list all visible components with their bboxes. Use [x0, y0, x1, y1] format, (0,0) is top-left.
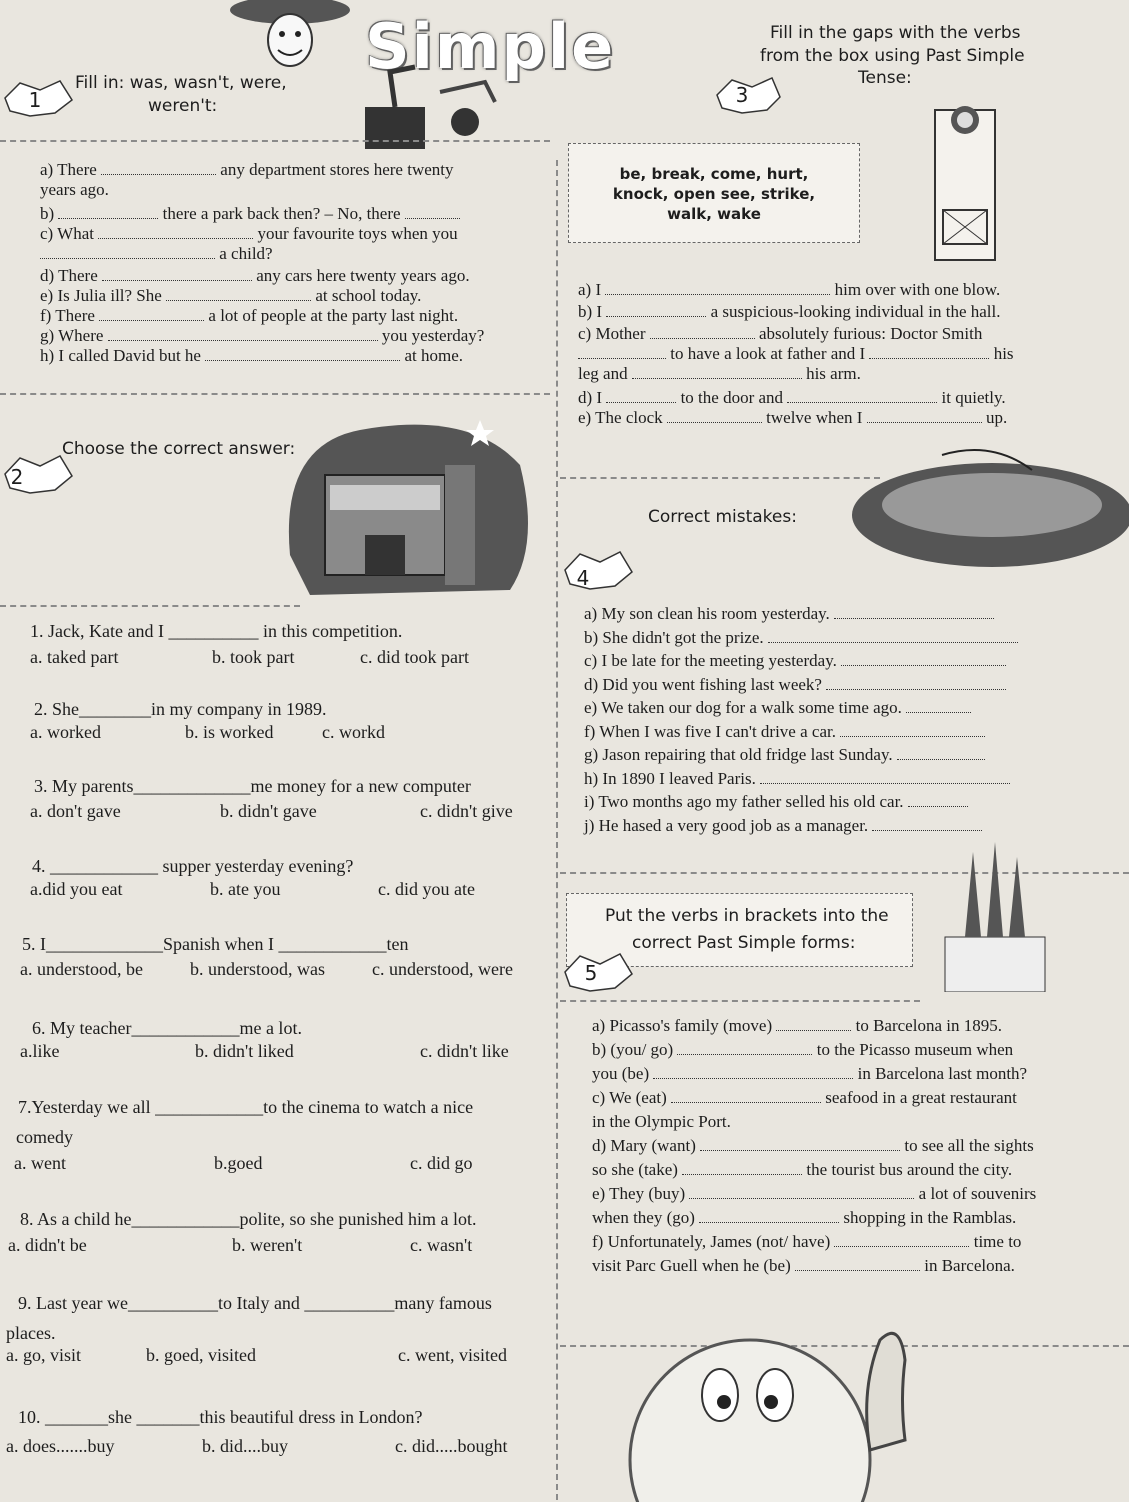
- ex4-item-j: j) He hased a very good job as a manager.: [584, 816, 1084, 840]
- ex1-f-blank[interactable]: [99, 308, 204, 321]
- ex5-b-blank[interactable]: [677, 1042, 812, 1055]
- ex3-item-e: e) The clock twelve when I up.: [578, 408, 1008, 427]
- ex5-item-f: f) Unfortunately, James (not/ have) time to: [592, 1232, 1022, 1251]
- ex1-item-c-cont: a child?: [40, 244, 560, 264]
- exercise-4-instruction: Correct mistakes:: [648, 507, 797, 527]
- ex1-b-blank-2[interactable]: [405, 206, 460, 219]
- cathedral-illustration: [935, 842, 1055, 992]
- q7-option-a[interactable]: a. went: [14, 1153, 66, 1173]
- q3-question: 3. My parents_____________me money for a new computer: [34, 776, 471, 796]
- exercise-5-list: [592, 1016, 1122, 1280]
- ex4-item-f: f) When I was five I can't drive a car.: [584, 722, 1084, 746]
- ex1-c-blank-2[interactable]: [40, 246, 215, 259]
- ex5-e-blank[interactable]: [689, 1186, 914, 1199]
- q4-option-b[interactable]: b. ate you: [210, 879, 281, 899]
- verb-box-line-2: knock, open see, strike,: [612, 185, 816, 203]
- q5-option-c[interactable]: c. understood, were: [372, 959, 513, 979]
- q9-option-a[interactable]: a. go, visit: [6, 1345, 81, 1365]
- ex1-item-a-cont: years ago.: [40, 180, 109, 199]
- ex3-b-blank[interactable]: [606, 304, 706, 317]
- ex4-item-c: c) I be late for the meeting yesterday.: [584, 651, 1084, 675]
- q10-option-c[interactable]: c. did.....bought: [395, 1436, 508, 1456]
- ex5-d-blank[interactable]: [700, 1138, 900, 1151]
- q3-option-c[interactable]: c. didn't give: [420, 801, 513, 821]
- ex4-j-blank[interactable]: [872, 818, 982, 831]
- ex1-item-c: c) What your favourite toys when you: [40, 224, 458, 243]
- clock-illustration: [925, 90, 1005, 265]
- q6-option-c[interactable]: c. didn't like: [420, 1041, 509, 1061]
- q4-option-a[interactable]: a.did you eat: [30, 879, 123, 899]
- ex3-item-d: d) I to the door and it quietly.: [578, 388, 1006, 407]
- ex4-item-h: h) In 1890 I leaved Paris.: [584, 769, 1084, 793]
- ex1-d-blank[interactable]: [102, 268, 252, 281]
- verb-box: [568, 143, 860, 243]
- ex1-item-d: d) There any cars here twenty years ago.: [40, 266, 470, 285]
- ex5-item-f-cont: visit Parc Guell when he (be) in Barcelona.: [592, 1256, 1015, 1275]
- ex3-item-c-cont2: leg and his arm.: [578, 364, 861, 383]
- ex1-item-b: b) there a park back then? – No, there: [40, 204, 560, 224]
- ex4-item-a: a) My son clean his room yesterday.: [584, 604, 1084, 628]
- q7-option-c[interactable]: c. did go: [410, 1153, 473, 1173]
- exercise-2-instruction: Choose the correct answer:: [62, 439, 296, 459]
- q10-option-b[interactable]: b. did....buy: [202, 1436, 289, 1456]
- q2-option-b[interactable]: b. is worked: [185, 722, 274, 742]
- ex3-item-c-cont: to have a look at father and I his: [578, 344, 1068, 364]
- q8-option-b[interactable]: b. weren't: [232, 1235, 303, 1255]
- q1-option-b[interactable]: b. took part: [212, 647, 295, 667]
- ex5-item-d-cont: so she (take) the tourist bus around the city.: [592, 1160, 1013, 1179]
- ex4-item-i: i) Two months ago my father selled his old car.: [584, 792, 1084, 816]
- verb-box-line-3: walk, wake: [667, 205, 761, 223]
- ex1-item-e: e) Is Julia ill? She at school today.: [40, 286, 422, 305]
- ex3-c-blank[interactable]: [650, 326, 755, 339]
- q8-question: 8. As a child he____________polite, so she punished him a lot.: [20, 1209, 477, 1229]
- ex1-c-blank[interactable]: [98, 226, 253, 239]
- ex5-item-a: a) Picasso's family (move) to Barcelona in 1895.: [592, 1016, 1002, 1035]
- q3-option-a[interactable]: a. don't gave: [30, 801, 121, 821]
- exercise-1-list: [40, 160, 560, 366]
- ex4-a-blank[interactable]: [834, 606, 994, 619]
- exercise-1-number: 1: [28, 88, 42, 112]
- q5-option-a[interactable]: a. understood, be: [20, 959, 143, 979]
- cartoon-character-illustration: [180, 0, 350, 70]
- toy-illustration: [345, 62, 515, 152]
- ex5-d-blank-2[interactable]: [682, 1162, 802, 1175]
- ex3-e-blank-2[interactable]: [867, 410, 982, 423]
- q9-question-cont: places.: [6, 1323, 56, 1343]
- ex4-item-e: e) We taken our dog for a walk some time ago.: [584, 698, 1084, 722]
- ex4-c-blank[interactable]: [841, 653, 1006, 666]
- exercise-3-list: [578, 280, 1068, 428]
- q1-option-a[interactable]: a. taked part: [30, 647, 119, 667]
- q1-option-c[interactable]: c. did took part: [360, 647, 469, 667]
- q2-option-a[interactable]: a. worked: [30, 722, 101, 742]
- ex5-item-b-cont: you (be) in Barcelona last month?: [592, 1064, 1028, 1083]
- ex5-item-e: e) They (buy) a lot of souvenirs: [592, 1184, 1037, 1203]
- q2-question: 2. She________in my company in 1989.: [34, 699, 327, 719]
- q10-question: 10. _______she _______this beautiful dress in London?: [18, 1407, 423, 1427]
- ex3-d-blank-2[interactable]: [787, 390, 937, 403]
- ex5-item-b: b) (you/ go) to the Picasso museum when: [592, 1040, 1014, 1059]
- ex1-item-f: f) There a lot of people at the party last night.: [40, 306, 459, 325]
- ex5-e-blank-2[interactable]: [699, 1210, 839, 1223]
- q7-option-b[interactable]: b.goed: [214, 1153, 263, 1173]
- q6-question: 6. My teacher____________me a lot.: [32, 1018, 302, 1038]
- q5-option-b[interactable]: b. understood, was: [190, 959, 325, 979]
- q4-option-c[interactable]: c. did you ate: [378, 879, 475, 899]
- ex1-e-blank[interactable]: [166, 288, 311, 301]
- q8-option-a[interactable]: a. didn't be: [8, 1235, 87, 1255]
- q1-question: 1. Jack, Kate and I __________ in this competition.: [30, 621, 403, 641]
- q4-question: 4. ____________ supper yesterday evening?: [32, 856, 354, 876]
- exercise-5-number: 5: [584, 961, 598, 985]
- ex1-a-blank[interactable]: [101, 162, 216, 175]
- q9-option-b[interactable]: b. goed, visited: [146, 1345, 256, 1365]
- exercise-1-instruction-2: weren't:: [148, 96, 218, 116]
- q5-question: 5. I_____________Spanish when I ____________ten: [22, 934, 409, 954]
- exercise-3-number: 3: [735, 83, 749, 107]
- ex3-d-blank[interactable]: [606, 390, 676, 403]
- ex4-i-blank[interactable]: [908, 794, 968, 807]
- ex3-item-c: c) Mother absolutely furious: Doctor Smith: [578, 324, 983, 343]
- exercise-1-instruction-1: Fill in: was, wasn't, were,: [75, 73, 287, 93]
- q2-option-c[interactable]: c. workd: [322, 722, 385, 742]
- cinema-illustration: [270, 405, 540, 605]
- exercise-4-number: 4: [576, 566, 590, 590]
- ex1-item-g: g) Where you yesterday?: [40, 326, 485, 345]
- ex4-d-blank[interactable]: [826, 677, 1006, 690]
- q3-option-b[interactable]: b. didn't gave: [220, 801, 317, 821]
- ex4-f-blank[interactable]: [840, 724, 985, 737]
- ex5-item-c-cont: in the Olympic Port.: [592, 1112, 731, 1131]
- ex5-f-blank-2[interactable]: [795, 1258, 920, 1271]
- q9-question: 9. Last year we__________to Italy and __________many famous: [18, 1293, 492, 1313]
- exercise-3-instruction-2: from the box using Past Simple: [760, 46, 1025, 66]
- q7-question: 7.Yesterday we all ____________to the cinema to watch a nice: [18, 1097, 474, 1117]
- exercise-3-instruction-3: Tense:: [858, 68, 912, 88]
- exercise-5-instruction-1: Put the verbs in brackets into the: [605, 906, 889, 926]
- ex3-item-b: b) I a suspicious-looking individual in the hall.: [578, 302, 1001, 321]
- ex1-h-blank[interactable]: [205, 348, 400, 361]
- q8-option-c[interactable]: c. wasn't: [410, 1235, 473, 1255]
- ex4-h-blank[interactable]: [760, 771, 1010, 784]
- ex1-b-blank-1[interactable]: [58, 206, 158, 219]
- exercise-2-number: 2: [10, 465, 24, 489]
- exercise-5-instruction-2: correct Past Simple forms:: [632, 933, 856, 953]
- ex1-g-blank[interactable]: [108, 328, 378, 341]
- ex3-a-blank[interactable]: [605, 282, 830, 295]
- q6-option-a[interactable]: a.like: [20, 1041, 60, 1061]
- q7-question-cont: comedy: [16, 1127, 73, 1147]
- exercise-3-instruction-1: Fill in the gaps with the verbs: [770, 23, 1021, 43]
- q10-option-a[interactable]: a. does.......buy: [6, 1436, 115, 1456]
- ex1-item-h: h) I called David but he at home.: [40, 346, 464, 365]
- ex5-c-blank[interactable]: [671, 1090, 821, 1103]
- ex5-b-blank-2[interactable]: [653, 1066, 853, 1079]
- ex5-item-c: c) We (eat) seafood in a great restaurant: [592, 1088, 1017, 1107]
- ex1-item-a: a) There any department stores here twenty: [40, 160, 454, 179]
- ex3-c-blank-3[interactable]: [869, 346, 989, 359]
- ex3-e-blank[interactable]: [667, 410, 762, 423]
- ex4-g-blank[interactable]: [897, 747, 985, 760]
- ex5-f-blank[interactable]: [834, 1234, 969, 1247]
- verb-box-line-1: be, break, come, hurt,: [619, 165, 809, 183]
- page-title: Simple: [365, 10, 616, 83]
- ex4-b-blank[interactable]: [768, 630, 1018, 643]
- ex5-item-d: d) Mary (want) to see all the sights: [592, 1136, 1034, 1155]
- thumbs-up-smiley-illustration: [620, 1300, 910, 1502]
- ex3-c-blank-4[interactable]: [632, 366, 802, 379]
- ex5-a-blank[interactable]: [776, 1018, 851, 1031]
- q6-option-b[interactable]: b. didn't liked: [195, 1041, 294, 1061]
- ex4-item-b: b) She didn't got the prize.: [584, 628, 1084, 652]
- ex4-item-g: g) Jason repairing that old fridge last Sunday.: [584, 745, 1084, 769]
- ex3-item-a: a) I him over with one blow.: [578, 280, 1001, 299]
- pond-illustration: [842, 445, 1129, 590]
- q9-option-c[interactable]: c. went, visited: [398, 1345, 507, 1365]
- ex4-e-blank[interactable]: [906, 700, 971, 713]
- ex4-item-d: d) Did you went fishing last week?: [584, 675, 1084, 699]
- ex3-c-blank-2[interactable]: [578, 346, 666, 359]
- ex5-item-e-cont: when they (go) shopping in the Ramblas.: [592, 1208, 1017, 1227]
- exercise-4-list: [584, 604, 1084, 839]
